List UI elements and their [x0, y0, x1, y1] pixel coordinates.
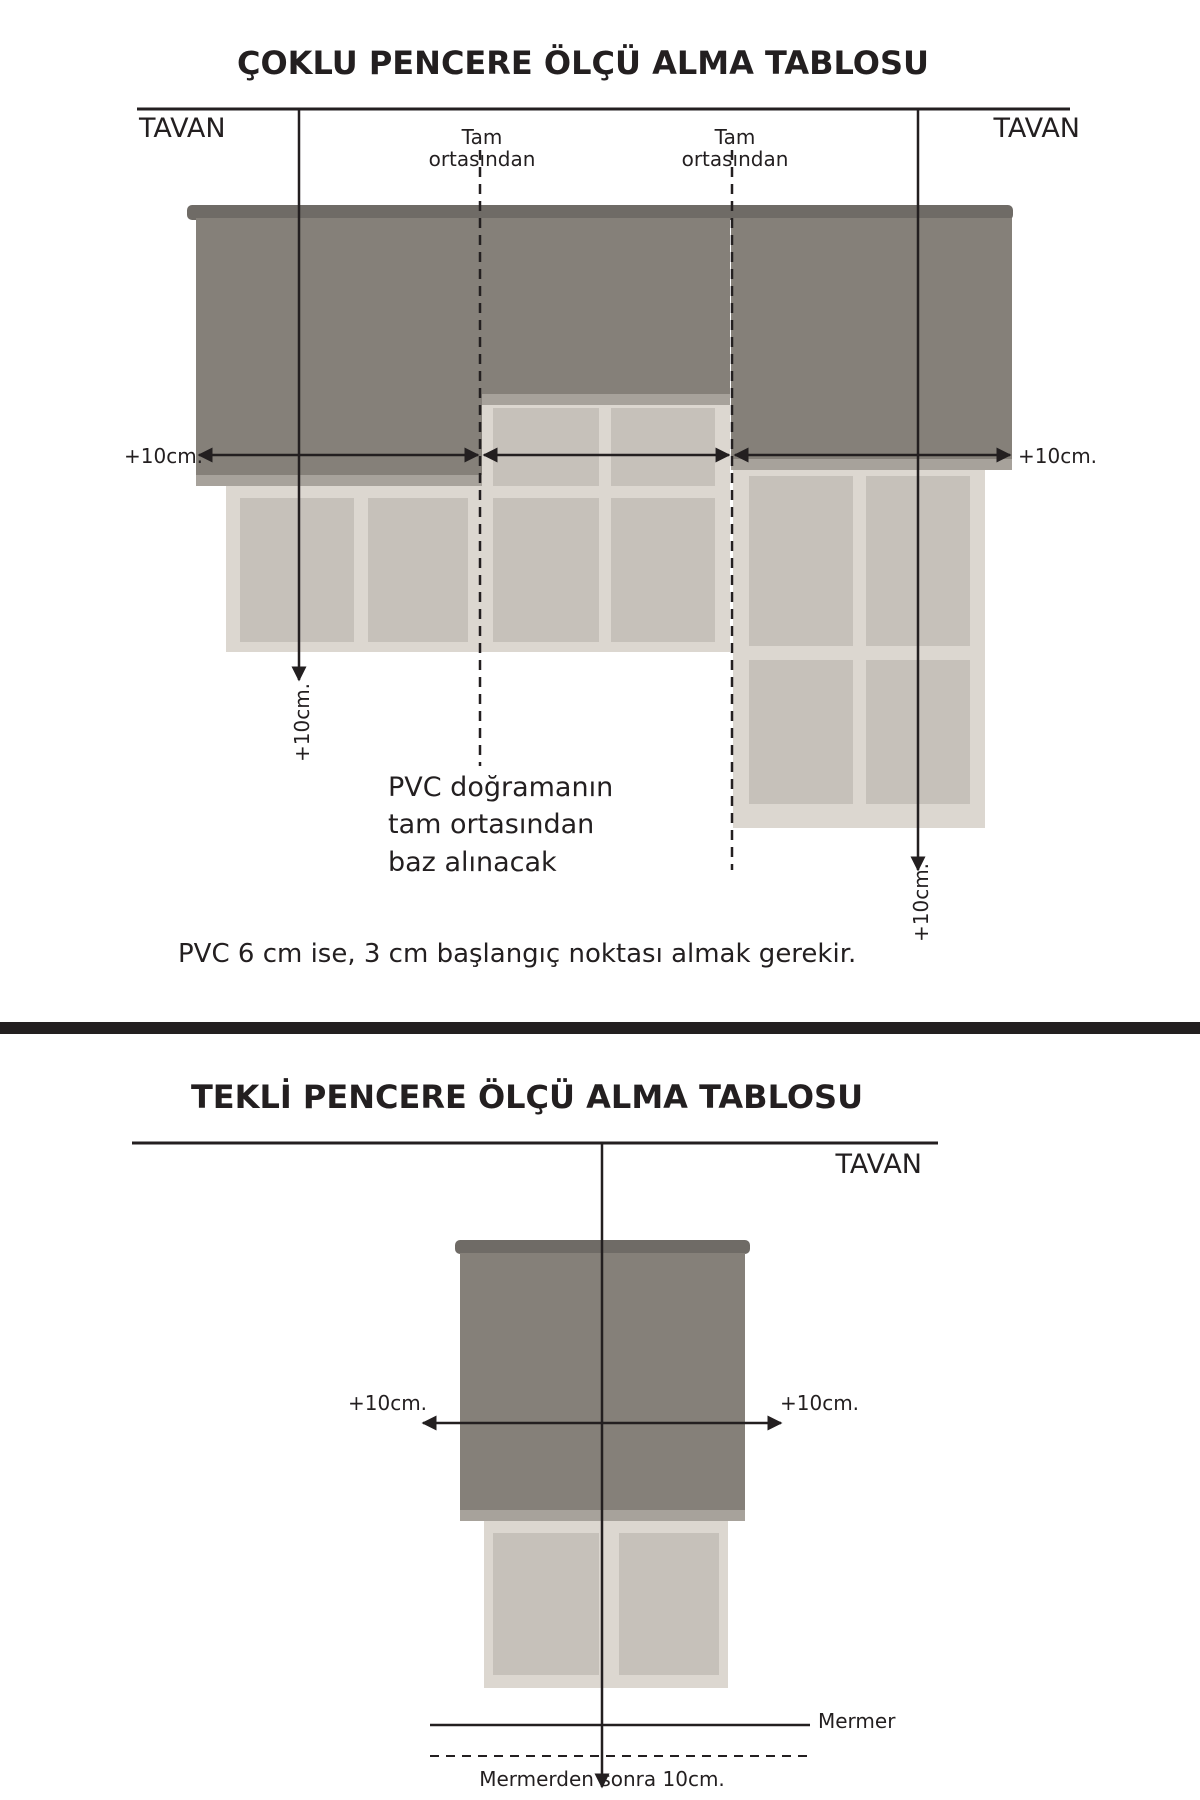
plus-down-right-label: +10cm.	[909, 862, 933, 942]
footnote: PVC 6 cm ise, 3 cm başlangıç noktası almak gerekir.	[178, 939, 857, 969]
single-plus-right-label: +10cm.	[780, 1391, 860, 1415]
marble-label: Mermer	[818, 1709, 896, 1733]
right-window	[733, 458, 985, 828]
single-plus-left-label: +10cm.	[348, 1391, 428, 1415]
center-label-right-line2: ortasından	[681, 147, 789, 171]
right-blind	[731, 218, 1012, 463]
note-line-2: tam ortasından	[388, 809, 595, 840]
single-ceiling-label: TAVAN	[835, 1149, 922, 1180]
center-label-right-line1: Tam	[714, 125, 756, 149]
left-window	[226, 480, 484, 652]
multi-title: ÇOKLU PENCERE ÖLÇÜ ALMA TABLOSU	[236, 44, 930, 82]
middle-blind	[482, 218, 730, 398]
section-divider	[0, 1022, 1200, 1034]
note-line-3: baz alınacak	[388, 847, 557, 878]
multi-ceiling-left-label: TAVAN	[139, 113, 226, 144]
plus-right-label: +10cm.	[1018, 444, 1098, 468]
plus-left-label: +10cm.	[124, 444, 204, 468]
center-label-left-line2: ortasından	[428, 147, 536, 171]
marble-after-label: Mermerden sonra 10cm.	[479, 1767, 725, 1791]
single-window	[484, 1510, 728, 1688]
center-label-left-line1: Tam	[461, 125, 503, 149]
plus-down-left-label: +10cm.	[290, 682, 314, 762]
note-line-1: PVC doğramanın	[388, 772, 614, 803]
multi-ceiling-right-label: TAVAN	[993, 113, 1080, 144]
left-blind	[196, 218, 482, 480]
single-title: TEKLİ PENCERE ÖLÇÜ ALMA TABLOSU	[190, 1078, 864, 1116]
middle-window	[480, 396, 730, 652]
blind-headrail	[187, 205, 1013, 220]
